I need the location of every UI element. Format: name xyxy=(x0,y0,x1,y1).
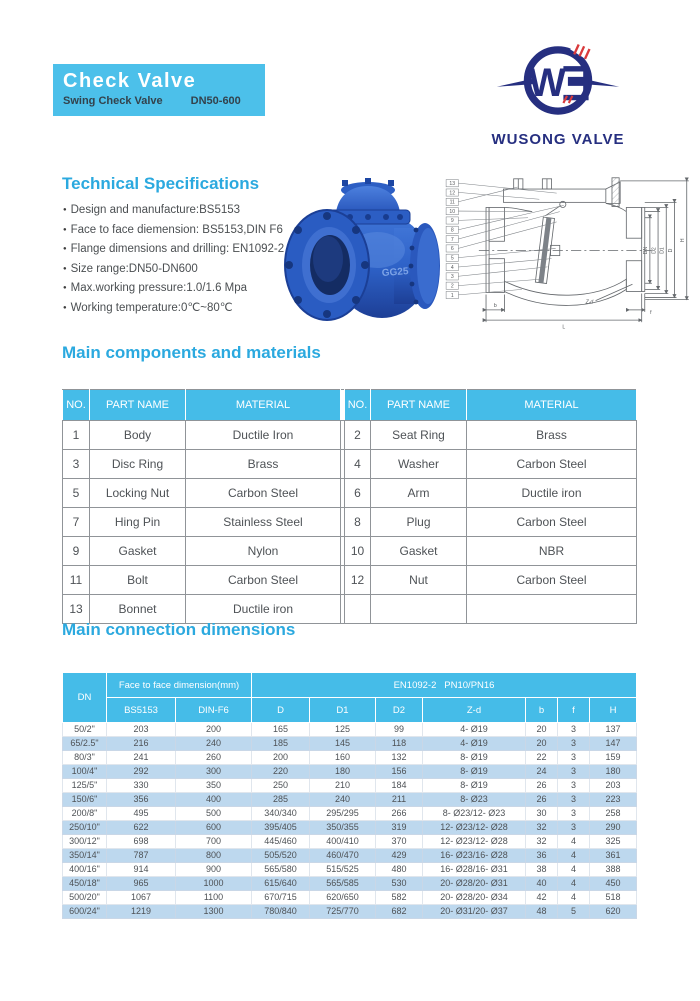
components-cell: 10 xyxy=(345,537,371,566)
dimensions-cell: 145 xyxy=(310,737,376,751)
svg-text:4: 4 xyxy=(450,264,454,271)
dimensions-cell: 340/340 xyxy=(252,807,310,821)
components-cell: Washer xyxy=(371,450,467,479)
dimensions-cell: 622 xyxy=(107,821,176,835)
dimensions-cell: 4 xyxy=(558,835,590,849)
group-face-to-face: Face to face dimension(mm) xyxy=(107,673,252,698)
dimensions-cell: 184 xyxy=(376,779,423,793)
dimensions-cell: 361 xyxy=(590,849,637,863)
dimensions-cell: 780/840 xyxy=(252,905,310,919)
dimensions-cell: 4 xyxy=(558,877,590,891)
dimensions-cell: 495 xyxy=(107,807,176,821)
dimensions-cell: 8- Ø19 xyxy=(423,765,526,779)
dimensions-cell: 100/4" xyxy=(63,765,107,779)
dimensions-cell: 682 xyxy=(376,905,423,919)
col-f: f xyxy=(558,698,590,723)
dimensions-cell: 200/8" xyxy=(63,807,107,821)
dimensions-cell: 450 xyxy=(590,877,637,891)
components-cell: Ductile Iron xyxy=(186,421,341,450)
components-cell xyxy=(371,595,467,624)
svg-text:6: 6 xyxy=(450,246,454,253)
dimensions-cell: 32 xyxy=(526,821,558,835)
dimensions-cell: 210 xyxy=(310,779,376,793)
dimensions-cell: 965 xyxy=(107,877,176,891)
dimensions-cell: 12- Ø23/12- Ø28 xyxy=(423,835,526,849)
components-cell: 6 xyxy=(345,479,371,508)
components-cell: 9 xyxy=(63,537,90,566)
dimensions-cell: 292 xyxy=(107,765,176,779)
dimensions-cell: 99 xyxy=(376,723,423,737)
dim-label-zd: Z-d xyxy=(585,299,594,306)
col-bs5153: BS5153 xyxy=(107,698,176,723)
dimensions-cell: 125 xyxy=(310,723,376,737)
dimensions-cell: 698 xyxy=(107,835,176,849)
components-cell: Carbon Steel xyxy=(186,479,341,508)
components-cell: Nylon xyxy=(186,537,341,566)
svg-text:7: 7 xyxy=(450,236,454,243)
dimensions-cell: 26 xyxy=(526,779,558,793)
dimensions-cell: 8- Ø23/12- Ø23 xyxy=(423,807,526,821)
dimensions-cell: 3 xyxy=(558,807,590,821)
dim-label-l: L xyxy=(562,324,566,331)
dim-label-b: b xyxy=(493,302,497,309)
company-logo xyxy=(482,40,634,148)
dimensions-cell: 42 xyxy=(526,891,558,905)
dimensions-cell: 300 xyxy=(176,765,252,779)
dimensions-cell: 20- Ø31/20- Ø37 xyxy=(423,905,526,919)
svg-text:2: 2 xyxy=(450,283,454,290)
dimensions-row xyxy=(63,877,637,891)
drawing-callout xyxy=(446,189,539,199)
dimensions-row xyxy=(63,891,637,905)
components-cell: Locking Nut xyxy=(90,479,186,508)
dim-label-d: D xyxy=(667,248,674,253)
components-cell: 11 xyxy=(63,566,90,595)
dimensions-cell: 4- Ø19 xyxy=(423,737,526,751)
dimensions-cell: 285 xyxy=(252,793,310,807)
dimensions-cell: 350/355 xyxy=(310,821,376,835)
dim-label-d1: D1 xyxy=(659,247,666,254)
components-cell: NBR xyxy=(467,537,637,566)
dimensions-cell: 36 xyxy=(526,849,558,863)
dimensions-cell: 258 xyxy=(590,807,637,821)
components-cell: Brass xyxy=(186,450,341,479)
dimensions-cell: 787 xyxy=(107,849,176,863)
dimensions-cell: 518 xyxy=(590,891,637,905)
dimensions-table xyxy=(62,672,637,919)
dimensions-heading: Main connection dimensions xyxy=(62,620,296,639)
dimensions-cell: 20- Ø28/20- Ø34 xyxy=(423,891,526,905)
dimensions-cell: 216 xyxy=(107,737,176,751)
components-row xyxy=(63,566,637,595)
dimensions-cell: 200 xyxy=(176,723,252,737)
dimensions-cell: 400/16" xyxy=(63,863,107,877)
dimensions-cell: 20 xyxy=(526,723,558,737)
dimensions-cell: 50/2" xyxy=(63,723,107,737)
col-b: b xyxy=(526,698,558,723)
components-cell: Ductile iron xyxy=(186,595,341,624)
dimensions-cell: 203 xyxy=(590,779,637,793)
col-material-2: MATERIAL xyxy=(467,390,637,421)
brand-name: WUSONG VALVE xyxy=(491,131,625,148)
dimensions-cell: 180 xyxy=(310,765,376,779)
spec-item: ● Design and manufacture:BS5153 xyxy=(63,201,333,221)
dimensions-cell: 400/410 xyxy=(310,835,376,849)
dimensions-cell: 388 xyxy=(590,863,637,877)
dimensions-row xyxy=(63,905,637,919)
dimensions-cell: 147 xyxy=(590,737,637,751)
dimensions-cell: 38 xyxy=(526,863,558,877)
dimensions-cell: 1000 xyxy=(176,877,252,891)
size-range: DN50-600 xyxy=(190,95,241,107)
svg-text:9: 9 xyxy=(450,218,454,225)
dimensions-row xyxy=(63,737,637,751)
dimensions-cell: 300/12" xyxy=(63,835,107,849)
components-heading: Main components and materials xyxy=(62,343,321,362)
dim-label-h: H xyxy=(680,238,687,243)
components-cell: Plug xyxy=(371,508,467,537)
cast-mark: GG25 xyxy=(381,266,409,279)
dimensions-cell: 4 xyxy=(558,863,590,877)
dimensions-cell: 350 xyxy=(176,779,252,793)
dimensions-row xyxy=(63,835,637,849)
spec-item: ● Working temperature:0℃~80℃ xyxy=(63,299,333,319)
subtitle-row xyxy=(63,95,255,107)
dimensions-cell: 3 xyxy=(558,723,590,737)
col-zd: Z-d xyxy=(423,698,526,723)
spec-item: ● Max.working pressure:1.0/1.6 Mpa xyxy=(63,279,333,299)
dimensions-cell: 800 xyxy=(176,849,252,863)
page-title: Check Valve xyxy=(63,70,197,92)
dimensions-cell: 615/640 xyxy=(252,877,310,891)
dimensions-row xyxy=(63,821,637,835)
components-row xyxy=(63,450,637,479)
dimensions-cell: 395/405 xyxy=(252,821,310,835)
components-cell: Hing Pin xyxy=(90,508,186,537)
dimensions-cell: 429 xyxy=(376,849,423,863)
dimensions-cell: 600 xyxy=(176,821,252,835)
dimensions-cell: 620 xyxy=(590,905,637,919)
components-row xyxy=(63,508,637,537)
dimensions-row xyxy=(63,863,637,877)
dimensions-cell: 3 xyxy=(558,737,590,751)
logo-mark-icon xyxy=(494,40,622,130)
drawing-callout xyxy=(446,222,557,252)
components-cell: Carbon Steel xyxy=(467,508,637,537)
dimensions-cell: 125/5" xyxy=(63,779,107,793)
drawing-callout xyxy=(446,259,551,271)
dimensions-row xyxy=(63,765,637,779)
dimensions-cell: 20 xyxy=(526,737,558,751)
dimensions-cell: 3 xyxy=(558,793,590,807)
dimensions-cell: 500/20" xyxy=(63,891,107,905)
dimensions-row xyxy=(63,751,637,765)
dimensions-cell: 137 xyxy=(590,723,637,737)
col-d: D xyxy=(252,698,310,723)
dimensions-cell: 159 xyxy=(590,751,637,765)
dimensions-cell: 8- Ø23 xyxy=(423,793,526,807)
components-cell: Nut xyxy=(371,566,467,595)
dimensions-cell: 295/295 xyxy=(310,807,376,821)
components-cell: 13 xyxy=(63,595,90,624)
valve-drawing xyxy=(442,166,698,336)
components-cell: Carbon Steel xyxy=(467,450,637,479)
col-dinf6: DIN-F6 xyxy=(176,698,252,723)
components-row xyxy=(63,479,637,508)
dimensions-cell: 165 xyxy=(252,723,310,737)
dimensions-cell: 203 xyxy=(107,723,176,737)
dimensions-row xyxy=(63,779,637,793)
dimensions-header-row-1 xyxy=(63,673,637,698)
dimensions-cell: 505/520 xyxy=(252,849,310,863)
dimensions-cell: 620/650 xyxy=(310,891,376,905)
svg-text:13: 13 xyxy=(449,180,456,187)
col-d1: D1 xyxy=(310,698,376,723)
components-cell: Stainless Steel xyxy=(186,508,341,537)
dimensions-row xyxy=(63,793,637,807)
product-subtitle: Swing Check Valve xyxy=(63,95,163,107)
components-cell: Ductile iron xyxy=(467,479,637,508)
dimensions-cell: 1219 xyxy=(107,905,176,919)
logo-monogram: W xyxy=(528,60,566,105)
dimensions-cell: 8- Ø19 xyxy=(423,751,526,765)
group-en1092: EN1092-2 PN10/PN16 xyxy=(252,673,637,698)
components-cell: 4 xyxy=(345,450,371,479)
dimensions-cell: 290 xyxy=(590,821,637,835)
drawing-callout xyxy=(446,212,560,243)
dimensions-cell: 211 xyxy=(376,793,423,807)
svg-text:12: 12 xyxy=(449,190,456,197)
dimensions-cell: 370 xyxy=(376,835,423,849)
drawing-callout xyxy=(446,264,547,281)
dimensions-row xyxy=(63,723,637,737)
svg-text:5: 5 xyxy=(450,255,454,262)
dimensions-cell: 20- Ø28/20- Ø31 xyxy=(423,877,526,891)
dimensions-cell: 65/2.5" xyxy=(63,737,107,751)
col-no-2: NO. xyxy=(345,390,371,421)
dim-label-d2: D2 xyxy=(651,247,658,254)
dimensions-cell: 515/525 xyxy=(310,863,376,877)
dimensions-cell: 3 xyxy=(558,779,590,793)
components-table xyxy=(62,389,637,624)
components-cell: 3 xyxy=(63,450,90,479)
dimensions-cell: 330 xyxy=(107,779,176,793)
components-cell xyxy=(467,595,637,624)
components-cell: Seat Ring xyxy=(371,421,467,450)
dimensions-cell: 240 xyxy=(310,793,376,807)
dimensions-table-body xyxy=(63,723,637,919)
dimensions-cell: 4- Ø19 xyxy=(423,723,526,737)
dimensions-cell: 241 xyxy=(107,751,176,765)
dimensions-cell: 3 xyxy=(558,751,590,765)
dimensions-cell: 725/770 xyxy=(310,905,376,919)
dimensions-cell: 24 xyxy=(526,765,558,779)
drawing-callout xyxy=(446,279,541,289)
components-cell: Bolt xyxy=(90,566,186,595)
components-cell: Body xyxy=(90,421,186,450)
dimensions-cell: 22 xyxy=(526,751,558,765)
components-row xyxy=(63,537,637,566)
col-d2: D2 xyxy=(376,698,423,723)
dimensions-cell: 118 xyxy=(376,737,423,751)
dimensions-cell: 480 xyxy=(376,863,423,877)
components-row xyxy=(63,421,637,450)
valve-photo xyxy=(282,166,450,334)
specs-heading: Technical Specifications xyxy=(62,174,260,193)
dimensions-cell: 1067 xyxy=(107,891,176,905)
dim-label-f: f xyxy=(650,309,652,316)
dimensions-cell: 12- Ø23/12- Ø28 xyxy=(423,821,526,835)
dimensions-cell: 350/14" xyxy=(63,849,107,863)
dimensions-cell: 4 xyxy=(558,891,590,905)
dimensions-cell: 26 xyxy=(526,793,558,807)
components-cell: Carbon Steel xyxy=(186,566,341,595)
col-h: H xyxy=(590,698,637,723)
dimensions-cell: 900 xyxy=(176,863,252,877)
svg-text:10: 10 xyxy=(449,208,456,215)
dimensions-cell: 3 xyxy=(558,765,590,779)
components-header-row xyxy=(63,390,637,421)
dimensions-cell: 450/18" xyxy=(63,877,107,891)
dimensions-cell: 156 xyxy=(376,765,423,779)
spec-item: ● Flange dimensions and drilling: EN1092-2 xyxy=(63,240,333,260)
dimensions-cell: 700 xyxy=(176,835,252,849)
dimensions-cell: 16- Ø23/16- Ø28 xyxy=(423,849,526,863)
col-dn: DN xyxy=(63,673,107,723)
dimensions-cell: 356 xyxy=(107,793,176,807)
svg-text:8: 8 xyxy=(450,227,454,234)
dimensions-cell: 32 xyxy=(526,835,558,849)
dimensions-cell: 4 xyxy=(558,849,590,863)
components-cell: Arm xyxy=(371,479,467,508)
dimensions-cell: 565/580 xyxy=(252,863,310,877)
dimensions-header-row-2 xyxy=(63,698,637,723)
components-cell: 2 xyxy=(345,421,371,450)
components-cell: Bonnet xyxy=(90,595,186,624)
dimensions-cell: 1300 xyxy=(176,905,252,919)
col-part-2: PART NAME xyxy=(371,390,467,421)
components-cell: Brass xyxy=(467,421,637,450)
components-cell: 1 xyxy=(63,421,90,450)
dimensions-cell: 132 xyxy=(376,751,423,765)
dimensions-cell: 319 xyxy=(376,821,423,835)
components-cell: 5 xyxy=(63,479,90,508)
components-cell: 12 xyxy=(345,566,371,595)
components-table-body xyxy=(63,421,637,624)
components-cell: Gasket xyxy=(90,537,186,566)
spec-item: ● Size range:DN50-DN600 xyxy=(63,260,333,280)
components-cell xyxy=(345,595,371,624)
dimensions-cell: 185 xyxy=(252,737,310,751)
dimensions-cell: 670/715 xyxy=(252,891,310,905)
dimensions-cell: 600/24" xyxy=(63,905,107,919)
svg-text:11: 11 xyxy=(449,199,455,206)
dimensions-row xyxy=(63,849,637,863)
title-banner xyxy=(53,64,265,116)
dimensions-cell: 16- Ø28/16- Ø31 xyxy=(423,863,526,877)
dimensions-cell: 220 xyxy=(252,765,310,779)
dimensions-cell: 240 xyxy=(176,737,252,751)
components-cell: 7 xyxy=(63,508,90,537)
components-cell: Gasket xyxy=(371,537,467,566)
col-no-1: NO. xyxy=(63,390,90,421)
dimensions-cell: 48 xyxy=(526,905,558,919)
dimensions-cell: 266 xyxy=(376,807,423,821)
dimensions-cell: 325 xyxy=(590,835,637,849)
dimensions-cell: 460/470 xyxy=(310,849,376,863)
svg-text:1: 1 xyxy=(450,292,454,299)
dimensions-cell: 1100 xyxy=(176,891,252,905)
dimensions-cell: 180 xyxy=(590,765,637,779)
svg-text:3: 3 xyxy=(450,274,454,281)
dimensions-cell: 445/460 xyxy=(252,835,310,849)
components-cell: 8 xyxy=(345,508,371,537)
components-cell: Disc Ring xyxy=(90,450,186,479)
dimensions-cell: 223 xyxy=(590,793,637,807)
col-part-1: PART NAME xyxy=(90,390,186,421)
dimensions-cell: 250 xyxy=(252,779,310,793)
dimensions-cell: 5 xyxy=(558,905,590,919)
dimensions-cell: 8- Ø19 xyxy=(423,779,526,793)
components-cell: Carbon Steel xyxy=(467,566,637,595)
dimensions-cell: 250/10" xyxy=(63,821,107,835)
dimensions-cell: 565/585 xyxy=(310,877,376,891)
dimensions-row xyxy=(63,807,637,821)
dimensions-cell: 582 xyxy=(376,891,423,905)
dimensions-cell: 530 xyxy=(376,877,423,891)
dimensions-cell: 160 xyxy=(310,751,376,765)
dimensions-cell: 3 xyxy=(558,821,590,835)
dimensions-cell: 400 xyxy=(176,793,252,807)
spec-item: ● Face to face diemension: BS5153,DIN F6 xyxy=(63,221,333,241)
dimensions-cell: 30 xyxy=(526,807,558,821)
dimensions-cell: 150/6" xyxy=(63,793,107,807)
dim-label-dn: DN xyxy=(642,246,649,255)
dimensions-cell: 500 xyxy=(176,807,252,821)
dimensions-cell: 200 xyxy=(252,751,310,765)
col-material-1: MATERIAL xyxy=(186,390,341,421)
dimensions-cell: 40 xyxy=(526,877,558,891)
dimensions-cell: 260 xyxy=(176,751,252,765)
dimensions-cell: 914 xyxy=(107,863,176,877)
dimensions-cell: 80/3" xyxy=(63,751,107,765)
